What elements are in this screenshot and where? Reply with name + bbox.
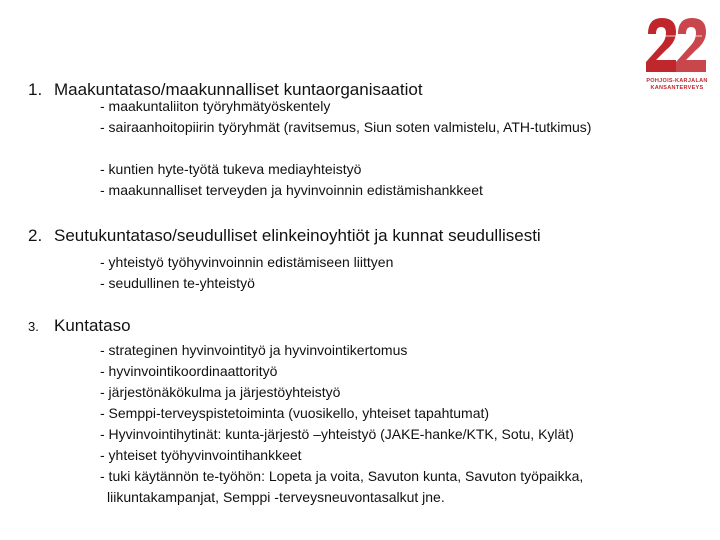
section-1-list-a bbox=[100, 96, 591, 138]
list-item: - sairaanhoitopiirin työryhmät (ravitsemus, Siun soten valmistelu, ATH-tutkimus) bbox=[100, 119, 592, 135]
section-2-heading bbox=[28, 226, 541, 246]
list-item: - yhteistyö työhyvinvoinnin edistämiseen liittyen bbox=[100, 254, 394, 270]
list-item: - tuki käytännön te-työhön: Lopeta ja voita, Savuton kunta, Savuton työpaikka, bbox=[100, 468, 584, 484]
list-item: - Hyvinvointihytinät: kunta-järjestö –yhteistyö (JAKE-hanke/KTK, Sotu, Kylät) bbox=[100, 426, 574, 442]
list-item: - hyvinvointikoordinaattorityö bbox=[100, 363, 278, 379]
list-item: - maakunnalliset terveyden ja hyvinvoinnin edistämishankkeet bbox=[100, 182, 483, 198]
section-1-number: 1. bbox=[28, 80, 43, 99]
section-3-title: Kuntataso bbox=[54, 316, 131, 335]
list-item: - strateginen hyvinvointityö ja hyvinvointikertomus bbox=[100, 342, 408, 358]
section-3-heading bbox=[28, 316, 131, 336]
list-item: - yhteiset työhyvinvointihankkeet bbox=[100, 447, 302, 463]
list-item: - kuntien hyte-työtä tukeva mediayhteistyö bbox=[100, 161, 362, 177]
logo-text-line-2: KANSANTERVEYS bbox=[650, 85, 704, 91]
organization-logo bbox=[644, 14, 710, 96]
section-1-list-b bbox=[100, 159, 483, 201]
section-3-list bbox=[100, 340, 583, 508]
section-2-list bbox=[100, 252, 393, 294]
list-item: - Semppi-terveyspistetoiminta (vuosikello, yhteiset tapahtumat) bbox=[100, 405, 490, 421]
list-item: - järjestönäkökulma ja järjestöyhteistyö bbox=[100, 384, 341, 400]
logo-mark-icon bbox=[644, 14, 710, 76]
section-2-title: Seutukuntataso/seudulliset elinkeinoyhtiöt ja kunnat seudullisesti bbox=[54, 226, 541, 245]
list-item: - maakuntaliiton työryhmätyöskentely bbox=[100, 98, 331, 114]
list-item: liikuntakampanjat, Semppi -terveysneuvontasalkut jne. bbox=[107, 489, 445, 505]
section-3-number: 3. bbox=[28, 319, 39, 334]
section-1-title: Maakuntataso/maakunnalliset kuntaorganisaatiot bbox=[54, 80, 423, 99]
section-2-number: 2. bbox=[28, 226, 43, 245]
list-item: - seudullinen te-yhteistyö bbox=[100, 275, 255, 291]
logo-text-line-1: POHJOIS-KARJALAN bbox=[646, 78, 708, 84]
